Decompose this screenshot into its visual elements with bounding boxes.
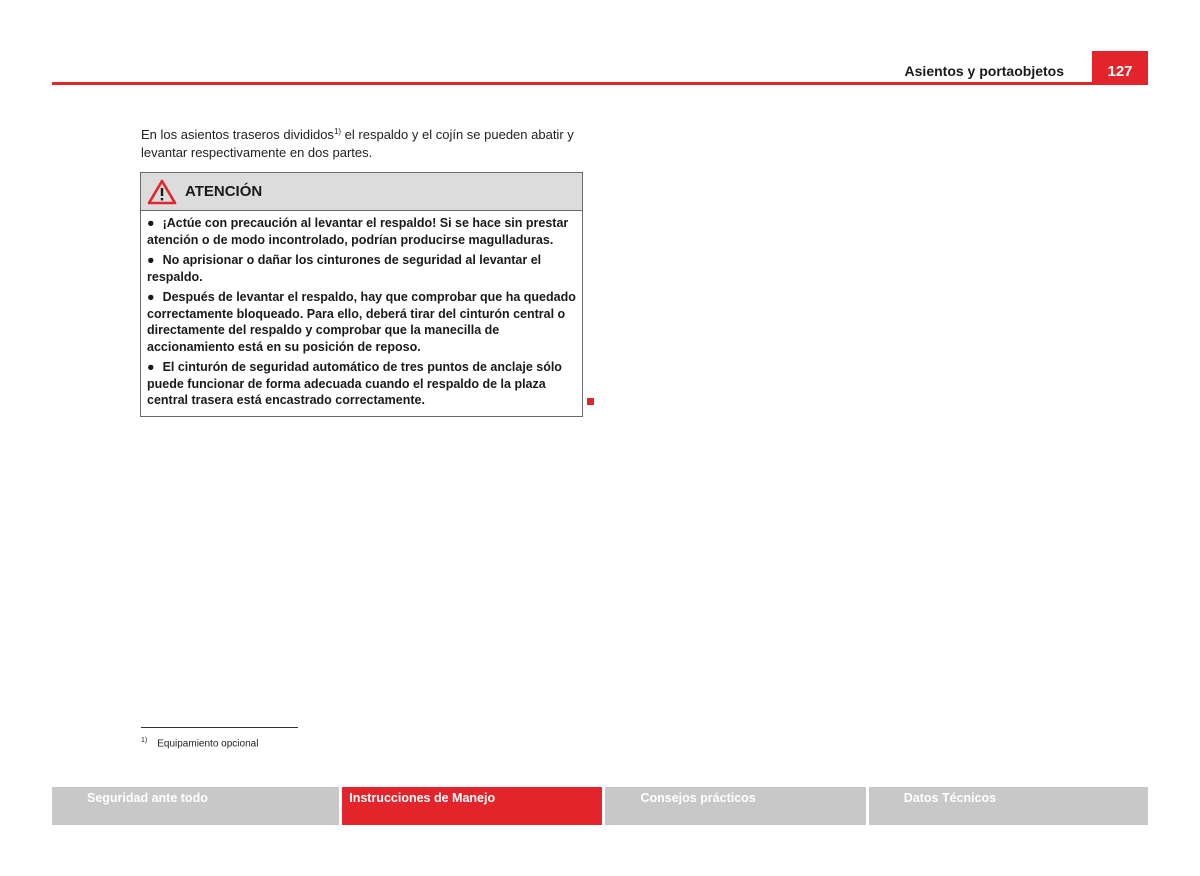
section-title: Asientos y portaobjetos xyxy=(904,63,1064,79)
warning-triangle-icon xyxy=(147,179,177,205)
footnote-marker: 1) xyxy=(141,737,148,744)
warning-item xyxy=(147,215,576,248)
warning-item xyxy=(147,359,576,409)
warning-item-text: Después de levantar el respaldo, hay que comprobar que ha quedado correctamente bloqueado. Para ello, deberá tirar del cinturón central o directamente del respaldo y comprobar que la manecilla de accionamiento está en su posición de reposo. xyxy=(147,290,576,354)
warning-item xyxy=(147,252,576,285)
intro-text-start: En los asientos traseros divididos xyxy=(141,127,334,142)
tab-seguridad[interactable]: Seguridad ante todo xyxy=(52,787,339,825)
header-rule xyxy=(52,82,1148,85)
page-number: 127 xyxy=(1092,51,1148,85)
warning-item-text: ¡Actúe con precaución al levantar el respaldo! Si se hace sin prestar atención o de modo incontrolado, podrían producirse magulladuras. xyxy=(147,216,569,247)
bullet-icon: ● xyxy=(147,216,155,230)
tab-consejos[interactable]: Consejos prácticos xyxy=(605,787,865,825)
warning-item xyxy=(147,289,576,355)
warning-item-text: No aprisionar o dañar los cinturones de seguridad al levantar el respaldo. xyxy=(147,253,542,284)
warning-title: ATENCIÓN xyxy=(185,183,263,200)
intro-paragraph xyxy=(141,123,591,162)
footnote-text: Equipamiento opcional xyxy=(157,738,259,750)
warning-header xyxy=(141,173,582,211)
section-end-marker xyxy=(587,398,594,405)
footnote-rule xyxy=(141,727,298,728)
footer-navigation xyxy=(52,787,1148,825)
bullet-icon: ● xyxy=(147,253,155,267)
tab-datos-tecnicos[interactable]: Datos Técnicos xyxy=(869,787,1148,825)
footnote-reference[interactable]: 1) xyxy=(333,127,342,136)
warning-list xyxy=(141,211,582,416)
tab-instrucciones[interactable]: Instrucciones de Manejo xyxy=(342,787,602,825)
bullet-icon: ● xyxy=(147,360,155,374)
bullet-icon: ● xyxy=(147,290,155,304)
footnote xyxy=(141,737,258,749)
warning-box xyxy=(140,172,583,417)
warning-item-text: El cinturón de seguridad automático de tres puntos de anclaje sólo puede funcionar de forma adecuada cuando el respaldo de la plaza central trasera está encastrado correctamente. xyxy=(147,360,562,407)
intro-text-end: el respaldo y el cojín se pueden abatir y levantar respectivamente en dos partes. xyxy=(141,127,574,160)
